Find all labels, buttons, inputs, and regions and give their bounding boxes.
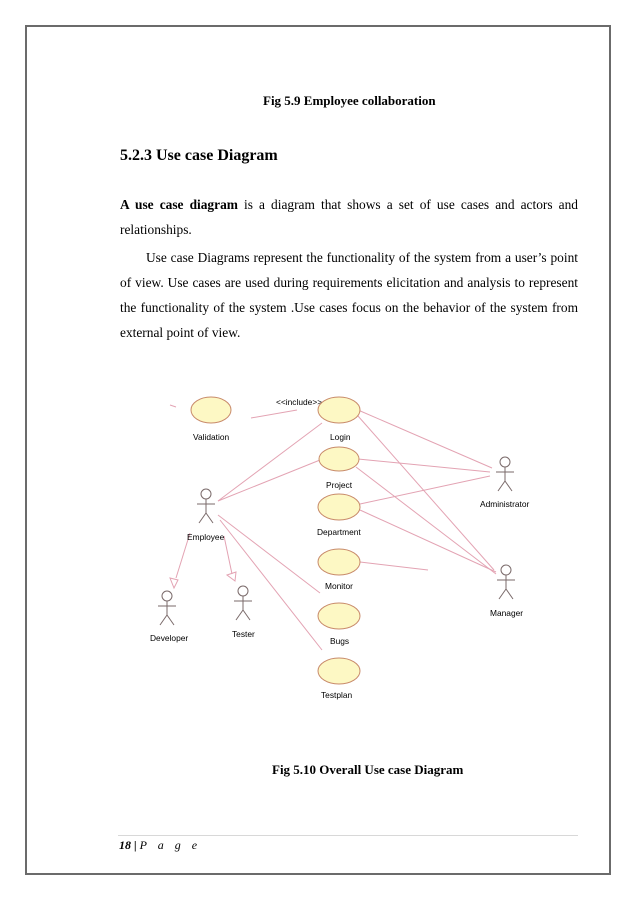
- definition-text: is a diagram that shows a set of use cases and actors and relationships.: [120, 197, 578, 237]
- figure-caption-top: Fig 5.9 Employee collaboration: [263, 93, 436, 108]
- label-department: Department: [317, 527, 361, 537]
- tick-mark: [170, 405, 176, 407]
- use-case-diagram: [150, 388, 540, 708]
- department-admin-line: [360, 476, 490, 504]
- label-project: Project: [326, 480, 353, 490]
- actor-manager-icon: [497, 565, 515, 599]
- department-manager-line: [360, 510, 496, 572]
- label-employee: Employee: [187, 532, 225, 542]
- actor-developer-icon: [158, 591, 176, 625]
- label-testplan: Testplan: [321, 690, 353, 700]
- page-number: 18: [119, 838, 131, 852]
- page-footer: [119, 838, 201, 853]
- description-paragraph: Use case Diagrams represent the functionality of the system from a user’s point of view. Use cases are used during requirements elicitation and analysis to represent the functionality of the system .Use cases focus on the behavior of the system from external point of view.: [120, 250, 578, 340]
- label-bugs: Bugs: [330, 636, 350, 646]
- section-heading: 5.2.3 Use case Diagram: [120, 147, 278, 164]
- include-label: <<include>>: [276, 397, 323, 407]
- use-case-validation: [191, 397, 231, 423]
- label-validation: Validation: [193, 432, 230, 442]
- employee-project-line: [218, 460, 320, 501]
- use-case-testplan: [318, 658, 360, 684]
- figure-caption-bottom: Fig 5.10 Overall Use case Diagram: [272, 762, 464, 777]
- use-case-monitor: [318, 549, 360, 575]
- use-case-bugs: [318, 603, 360, 629]
- label-monitor: Monitor: [325, 581, 353, 591]
- term-use-case-diagram: A use case diagram: [120, 197, 238, 212]
- use-case-department: [318, 494, 360, 520]
- developer-generalization-arrow: [170, 578, 178, 588]
- tester-generalization-line: [224, 536, 232, 574]
- tester-generalization-arrow: [227, 572, 236, 581]
- label-administrator: Administrator: [480, 499, 530, 509]
- project-admin-line: [358, 459, 490, 472]
- employee-bugs-line: [218, 515, 320, 593]
- employee-login-line: [218, 423, 322, 501]
- actor-employee-icon: [197, 489, 215, 523]
- use-case-project: [319, 447, 359, 471]
- label-tester: Tester: [232, 629, 255, 639]
- include-line: [251, 410, 297, 418]
- definition-paragraph: [120, 192, 578, 242]
- label-login: Login: [330, 432, 351, 442]
- label-manager: Manager: [490, 608, 524, 618]
- label-developer: Developer: [150, 633, 189, 643]
- page-word: P a g e: [139, 838, 202, 852]
- actor-administrator-icon: [496, 457, 514, 491]
- footer-rule: [118, 835, 578, 836]
- project-manager-line: [356, 467, 496, 574]
- actor-tester-icon: [234, 586, 252, 620]
- use-case-login: [318, 397, 360, 423]
- monitor-line: [360, 562, 428, 570]
- footer-separator: |: [131, 838, 140, 852]
